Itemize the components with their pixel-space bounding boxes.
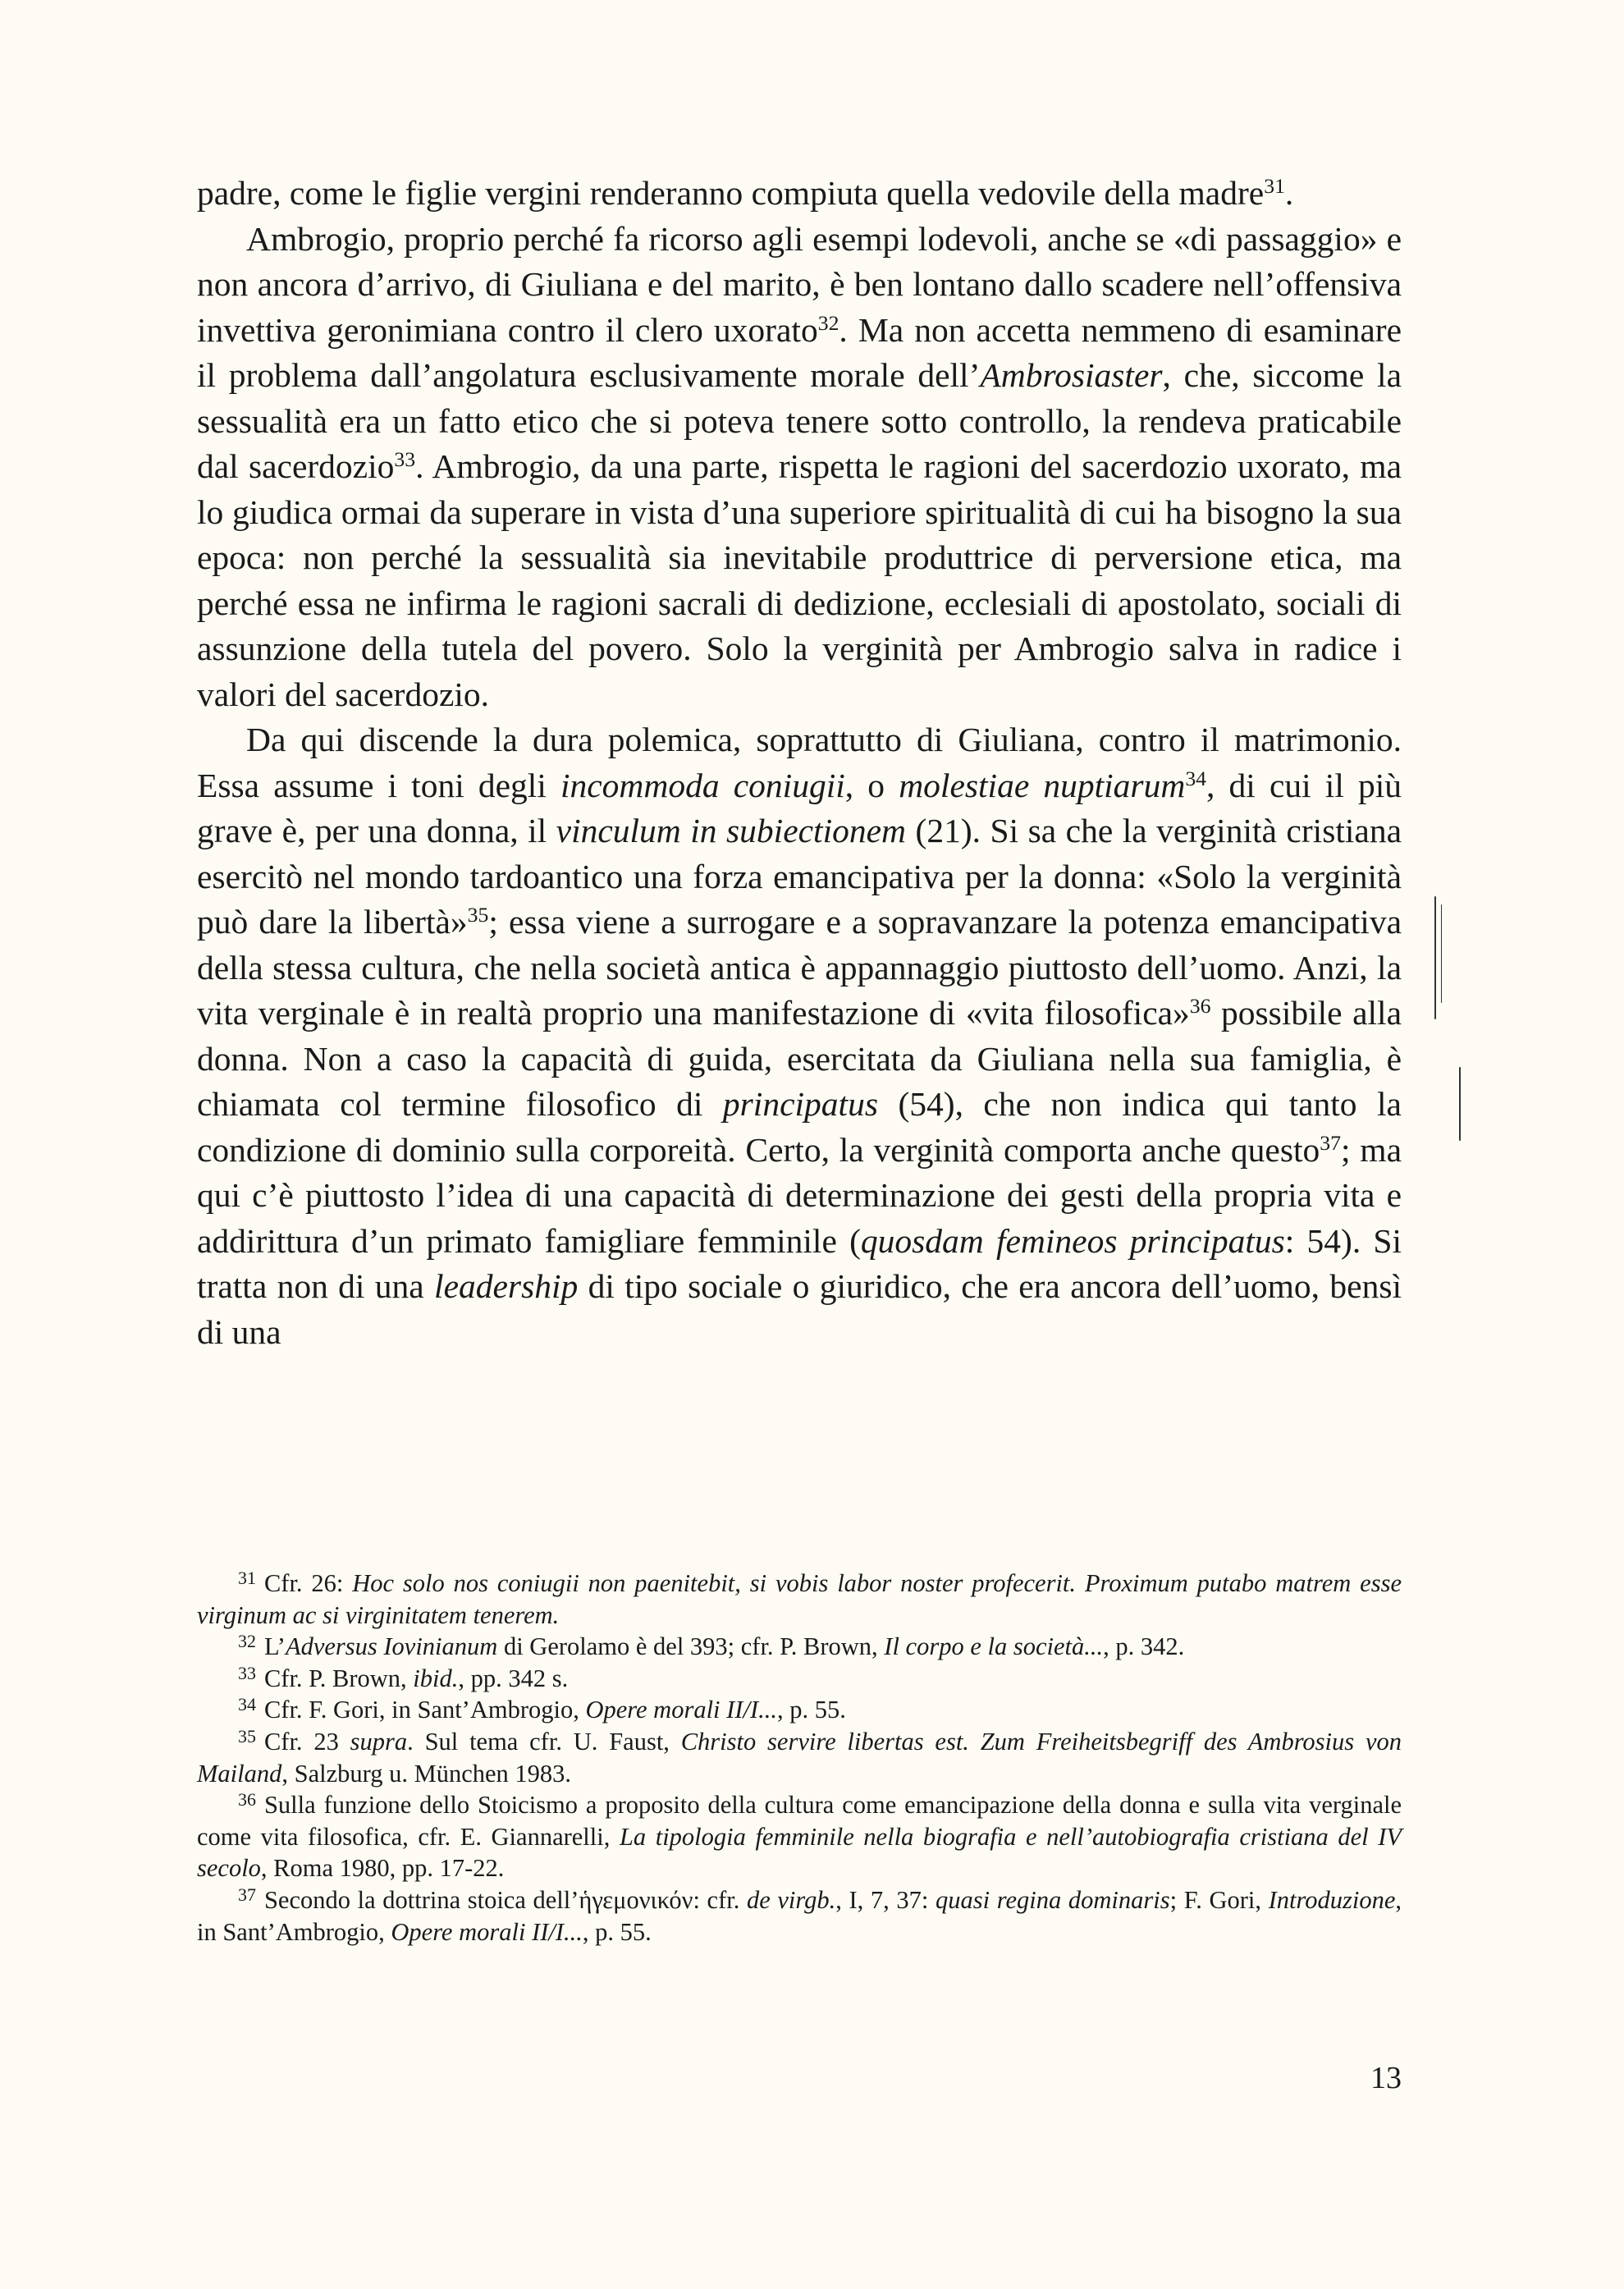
text-run: (54), che non indica qui tanto la condizione di dominio sulla corporeità. Certo, la verginità comporta anche questo: [197, 1085, 1402, 1169]
paragraph: [197, 217, 1402, 718]
footnotes: [197, 1568, 1402, 1948]
text-run: (21). Si sa che la verginità cristiana esercitò nel mondo tardoantico una forza emancipativa per la donna: «Solo la verginità può dare la libertà»: [197, 812, 1402, 941]
text-run: Secondo la dottrina stoica dell’ἡγεμονικόν: cfr.: [263, 1885, 747, 1914]
footnote-reference: 35: [467, 902, 489, 927]
footnote: [197, 1631, 1402, 1663]
text-run: Cfr. F. Gori, in Sant’Ambrogio,: [263, 1696, 586, 1724]
text-run: , che, siccome la sessualità era un fatto etico che si poteva tenere sotto controllo, la rendeva praticabile dal sacerdozio: [197, 356, 1402, 485]
text-run: Cfr. 26:: [263, 1569, 353, 1597]
italic-text: supra: [350, 1727, 408, 1756]
text-run: , I, 7, 37:: [835, 1885, 936, 1914]
italic-text: La tipologia femminile nella biografia e nell’autobiografia cristiana del IV secolo: [197, 1822, 1402, 1883]
text-run: , Roma 1980, pp. 17-22.: [260, 1854, 505, 1883]
italic-text: Adversus Iovinianum: [285, 1632, 498, 1661]
footnote-reference: 37: [1320, 1130, 1342, 1155]
text-run: Cfr. P. Brown,: [263, 1664, 414, 1692]
footnote-reference: 34: [1185, 766, 1207, 790]
footnote-number: 35: [238, 1725, 256, 1747]
footnote: [197, 1789, 1402, 1884]
italic-text: Opere morali II/I...: [391, 1917, 583, 1946]
text-run: Da qui discende la dura polemica, soprattutto di Giuliana, contro il matrimonio. Essa assume i toni degli: [197, 721, 1402, 804]
italic-text: incommoda coniugii: [560, 766, 845, 804]
footnote-number: 32: [238, 1630, 256, 1651]
text-run: Ambrogio, proprio perché fa ricorso agli esempi lodevoli, anche se «di passaggio» e non ancora d’arrivo, di Giuliana e del marito, è ben lontano dallo scadere nell’offensiva invettiva geronimiana contro il clero uxorato: [197, 219, 1402, 349]
footnote-reference: 36: [1189, 993, 1211, 1018]
italic-text: Christo servire libertas est. Zum Freiheitsbegriff des Ambrosius von Mailand: [197, 1727, 1402, 1788]
italic-text: leadership: [434, 1267, 579, 1305]
text-run: , Salzburg u. München 1983.: [281, 1759, 572, 1788]
italic-text: ibid.: [413, 1664, 459, 1692]
text-run: : 54). Si tratta non di una: [197, 1221, 1402, 1305]
footnote-number: 33: [238, 1662, 256, 1683]
text-run: , p. 342.: [1103, 1632, 1185, 1661]
footnote: [197, 1694, 1402, 1726]
text-run: possibile alla donna. Non a caso la capacità di guida, esercitata da Giuliana nella sua famiglia, è chiamata col termine filosofico di: [197, 994, 1402, 1123]
margin-pencil-mark: [1434, 896, 1436, 1019]
text-run: . Sul tema cfr. U. Faust,: [407, 1727, 681, 1756]
body-text: [197, 171, 1402, 1355]
italic-text: quasi regina dominaris: [936, 1885, 1170, 1914]
italic-text: Opere morali II/I...: [585, 1696, 777, 1724]
paragraph: [197, 717, 1402, 1355]
footnote: [197, 1568, 1402, 1631]
text-run: di Gerolamo è del 393; cfr. P. Brown,: [497, 1632, 885, 1661]
text-run: .: [1284, 174, 1294, 212]
italic-text: vinculum in subiectionem: [556, 812, 907, 849]
text-run: Sulla funzione dello Stoicismo a proposito della cultura come emancipazione della donna e sulla vita verginale come vita filosofica, cfr. E. Giannarelli,: [197, 1791, 1402, 1851]
margin-pencil-mark: [1441, 904, 1442, 1003]
text-run: , p. 55.: [776, 1696, 846, 1724]
page-number: 13: [1370, 2061, 1402, 2095]
text-run: , p. 55.: [582, 1917, 652, 1946]
italic-text: de virgb.: [746, 1885, 836, 1914]
footnote-reference: 32: [817, 310, 839, 335]
footnote-reference: 33: [394, 446, 416, 471]
text-run: . Ma non accetta nemmeno di esaminare il problema dall’angolatura esclusivamente morale dell’: [197, 310, 1402, 394]
italic-text: principatus: [722, 1085, 878, 1123]
margin-pencil-mark: [1459, 1067, 1461, 1141]
italic-text: Il corpo e la società...: [884, 1632, 1104, 1661]
text-run: L’: [263, 1632, 286, 1661]
text-run: padre, come le figlie vergini renderanno compiuta quella vedovile della madre: [197, 174, 1265, 212]
footnote-reference: 31: [1264, 173, 1285, 198]
text-run: . Ambrogio, da una parte, rispetta le ragioni del sacerdozio uxorato, ma lo giudica ormai da superare in vista d’una superiore spiritualità di cui ha bisogno la sua epoca: non perché la sessualità sia inevitabile produttrice di perversione etica, ma perché essa ne infirma le ragioni sacrali di dedizione, ecclesiali di apostolato, sociali di assunzione della tutela del povero. Solo la verginità per Ambrogio salva in radice i valori del sacerdozio.: [197, 447, 1402, 713]
text-run: ; essa viene a surrogare e a sopravanzare la potenza emancipativa della stessa cultura, che nella società antica è appannaggio piuttosto dell’uomo. Anzi, la vita verginale è in realtà proprio una manifestazione di «vita filosofica»: [197, 903, 1402, 1032]
text-run: , o: [844, 766, 899, 804]
text-run: ; ma qui c’è piuttosto l’idea di una capacità di determinazione dei gesti della propria vita e addirittura d’un primato famigliare femminile (: [197, 1130, 1402, 1260]
footnote-number: 31: [238, 1567, 256, 1588]
footnote-number: 34: [238, 1694, 256, 1715]
italic-text: Introduzione: [1268, 1885, 1396, 1914]
text-run: Cfr. 23: [263, 1727, 350, 1756]
text-run: , pp. 342 s.: [458, 1664, 569, 1692]
italic-text: molestiae nuptiarum: [899, 766, 1186, 804]
text-run: ; F. Gori,: [1169, 1885, 1269, 1914]
italic-text: Ambrosiaster: [980, 356, 1163, 394]
footnote-number: 36: [238, 1788, 256, 1810]
footnote-number: 37: [238, 1884, 256, 1905]
text-run: , in Sant’Ambrogio,: [197, 1885, 1402, 1946]
footnote: [197, 1663, 1402, 1695]
footnote: [197, 1884, 1402, 1948]
paragraph: [197, 171, 1402, 217]
italic-text: Hoc solo nos coniugii non paenitebit, si vobis labor noster profecerit. Proximum putabo matrem esse virginum ac si virginitatem tenerem.: [197, 1569, 1402, 1629]
italic-text: quosdam femineos principatus: [860, 1221, 1285, 1260]
footnote: [197, 1726, 1402, 1789]
text-run: di tipo sociale o giuridico, che era ancora dell’uomo, bensì di una: [197, 1267, 1402, 1351]
text-run: , di cui il più grave è, per una donna, il: [197, 766, 1402, 849]
